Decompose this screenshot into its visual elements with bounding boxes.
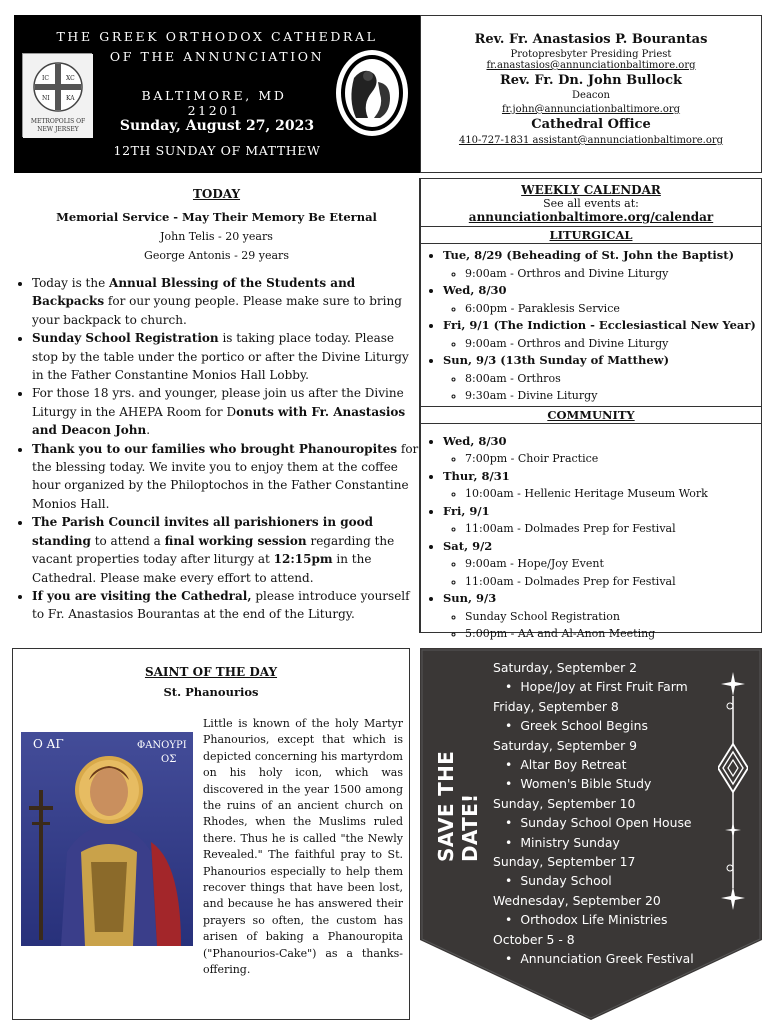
liturgical-list (421, 247, 761, 405)
std-date: Saturday, September 9 (493, 737, 638, 753)
announcement-list (14, 274, 419, 624)
std-event: • Sunday School Open House (493, 813, 733, 832)
saint-name: St. Phanourios (163, 685, 259, 699)
memorial-names (14, 227, 419, 265)
std-date: Sunday, September 10 (493, 795, 636, 811)
calendar-day: • Sat, 9/2 ◦ 9:00am - Hope/Joy Event ◦ 11:00am - Dolmades Prep for Festival (443, 538, 761, 591)
announcement-item: • If you are visiting the Cathedral, please introduce yourself to Fr. Anastasios Bourantas at the end of the Liturgy. (32, 587, 419, 624)
std-date: October 5 - 8 (493, 931, 575, 947)
priest-email-link[interactable]: fr.anastasios@annunciationbaltimore.org (486, 60, 696, 71)
calendar-day: • Tue, 8/29 (Beheading of St. John the Baptist) ◦ 9:00am - Orthros and Divine Liturgy (443, 247, 761, 282)
save-the-date-heading: SAVE THE DATE! (434, 750, 482, 862)
deacon-role: Deacon (572, 90, 610, 101)
std-event: • Women's Bible Study (493, 774, 733, 793)
svg-text:NI: NI (42, 95, 50, 102)
calendar-day: • Wed, 8/30 ◦ 7:00pm - Choir Practice (443, 433, 761, 468)
deacon-name: Rev. Fr. Dn. John Bullock (499, 73, 683, 88)
today-title: TODAY (192, 187, 241, 201)
header-line-2: OF THE ANNUNCIATION (109, 49, 325, 64)
calendar-event: ◦ 9:30am - Divine Liturgy (465, 387, 761, 405)
save-the-date-list (493, 658, 733, 969)
memorial-heading: Memorial Service - May Their Memory Be Eternal (56, 210, 377, 224)
clergy-box (420, 15, 762, 173)
saint-of-the-day (12, 648, 410, 1020)
calendar-event: ◦ 6:00pm - Paraklesis Service (465, 300, 761, 318)
deacon-email-link[interactable]: fr.john@annunciationbaltimore.org (501, 104, 681, 115)
calendar-event: ◦ 10:00am - Hellenic Heritage Museum Work (465, 485, 761, 503)
calendar-event: ◦ 9:00am - Hope/Joy Event (465, 555, 761, 573)
svg-text:ΟΣ: ΟΣ (161, 754, 177, 765)
header-line-1: THE GREEK ORTHODOX CATHEDRAL (56, 29, 378, 44)
liturgical-header: LITURGICAL (421, 226, 761, 244)
calendar-day: • Sun, 9/3 ◦ Sunday School Registration ◦ 5:00pm - AA and Al-Anon Meeting (443, 590, 761, 643)
priest-name: Rev. Fr. Anastasios P. Bourantas (474, 32, 708, 47)
std-event: • Greek School Begins (493, 716, 733, 735)
office-contact-link[interactable]: 410-727-1831 assistant@annunciationbaltimore.org (458, 135, 724, 146)
header-banner (14, 15, 420, 173)
std-date: Wednesday, September 20 (493, 892, 661, 908)
calendar-event: ◦ 5:00pm - AA and Al-Anon Meeting (465, 625, 761, 643)
svg-text:IC: IC (42, 75, 49, 82)
std-event: • Ministry Sunday (493, 833, 733, 852)
calendar-event: ◦ 9:00am - Orthros and Divine Liturgy (465, 265, 761, 283)
community-header: COMMUNITY (421, 406, 761, 424)
std-event: • Orthodox Life Ministries (493, 910, 733, 929)
std-event: • Altar Boy Retreat (493, 755, 733, 774)
announcement-item: • Sunday School Registration is taking place today. Please stop by the table under the portico or after the Divine Liturgy in the Father Constantine Monios Hall Lobby. (32, 329, 419, 384)
saint-phanourios-icon (21, 732, 193, 946)
calendar-event: ◦ 7:00pm - Choir Practice (465, 450, 761, 468)
memorial-name: John Telis - 20 years (160, 230, 273, 243)
header-sunday: 12TH SUNDAY OF MATTHEW (113, 143, 321, 158)
calendar-event: ◦ Sunday School Registration (465, 608, 761, 626)
metropolis-logo (22, 53, 92, 137)
std-event: • Annunciation Greek Festival (493, 949, 733, 968)
svg-text:KA: KA (66, 95, 75, 102)
priest-role: Protopresbyter Presiding Priest (510, 49, 672, 60)
header-date: Sunday, August 27, 2023 (119, 118, 315, 134)
calendar-day: • Sun, 9/3 (13th Sunday of Matthew) ◦ 8:00am - Orthros ◦ 9:30am - Divine Liturgy (443, 352, 761, 405)
icon-right-text: ΦΑΝΟΥΡΙ (137, 740, 187, 751)
calendar-day: • Fri, 9/1 (The Indiction - Ecclesiastical New Year) ◦ 9:00am - Orthros and Divine Liturgy (443, 317, 761, 352)
std-date: Friday, September 8 (493, 698, 619, 714)
std-date: Saturday, September 2 (493, 660, 638, 675)
std-date: Sunday, September 17 (493, 854, 636, 870)
announcement-item: • For those 18 yrs. and younger, please join us after the Divine Liturgy in the AHEPA Room for Donuts with Fr. Anastasios and Deacon John. (32, 384, 419, 439)
header-city: BALTIMORE, MD 21201 (141, 88, 287, 118)
announcement-item: • Today is the Annual Blessing of the Students and Backpacks for our young people. Please make sure to bring your backpack to church. (32, 274, 419, 329)
saint-description: Little is known of the holy Martyr Phanourios, except that which is depicted concerning his martyrdom on his holy icon, which was discovered in the year 1500 among the ruins of an ancient church on Rhodes, when the Muslims ruled there. Thus he is called "the Newly Revealed." The faithful pray to St. Phanourios especially to help them recover things that have been lost, and because he has answered their prayers so often, the custom has arisen of baking a Phanouropita ("Phanourios-Cake") as a thanks-offering. (203, 717, 403, 977)
calendar-see-all: See all events at: annunciationbaltimore.org/calendar (468, 197, 714, 224)
office-name: Cathedral Office (531, 117, 651, 132)
calendar-day: • Fri, 9/1 ◦ 11:00am - Dolmades Prep for Festival (443, 503, 761, 538)
calendar-title: WEEKLY CALENDAR (521, 183, 661, 197)
std-event: • Hope/Joy at First Fruit Farm (493, 677, 733, 696)
calendar-url-link[interactable]: annunciationbaltimore.org/calendar (468, 210, 714, 224)
memorial-name: George Antonis - 29 years (144, 249, 289, 262)
calendar-event: ◦ 8:00am - Orthros (465, 370, 761, 388)
announcement-item: • Thank you to our families who brought Phanouropites for the blessing today. We invite you to enjoy them at the coffee hour organized by the Philoptochos in the Father Constantine Monios Hall. (32, 440, 419, 514)
calendar-event: ◦ 11:00am - Dolmades Prep for Festival (465, 573, 761, 591)
metropolis-label: METROPOLIS OF NEW JERSEY (30, 118, 86, 133)
saint-title: SAINT OF THE DAY (144, 665, 278, 679)
calendar-day: • Wed, 8/30 ◦ 6:00pm - Paraklesis Service (443, 282, 761, 317)
std-event: • Sunday School (493, 871, 733, 890)
calendar-day: • Thur, 8/31 ◦ 10:00am - Hellenic Heritage Museum Work (443, 468, 761, 503)
calendar-event: ◦ 11:00am - Dolmades Prep for Festival (465, 520, 761, 538)
weekly-calendar (420, 178, 762, 640)
icon-left-text: Ο ΑΓ (33, 737, 64, 751)
svg-text:XC: XC (66, 75, 75, 82)
today-section (14, 178, 420, 633)
save-the-date (420, 648, 762, 1020)
announcement-item: • The Parish Council invites all parishioners in good standing to attend a final working session regarding the vacant properties today after liturgy at 12:15pm in the Cathedral. Please make every effort to attend. (32, 513, 419, 587)
calendar-event: ◦ 9:00am - Orthros and Divine Liturgy (465, 335, 761, 353)
annunciation-seal-icon (334, 48, 410, 138)
community-list (421, 433, 761, 643)
